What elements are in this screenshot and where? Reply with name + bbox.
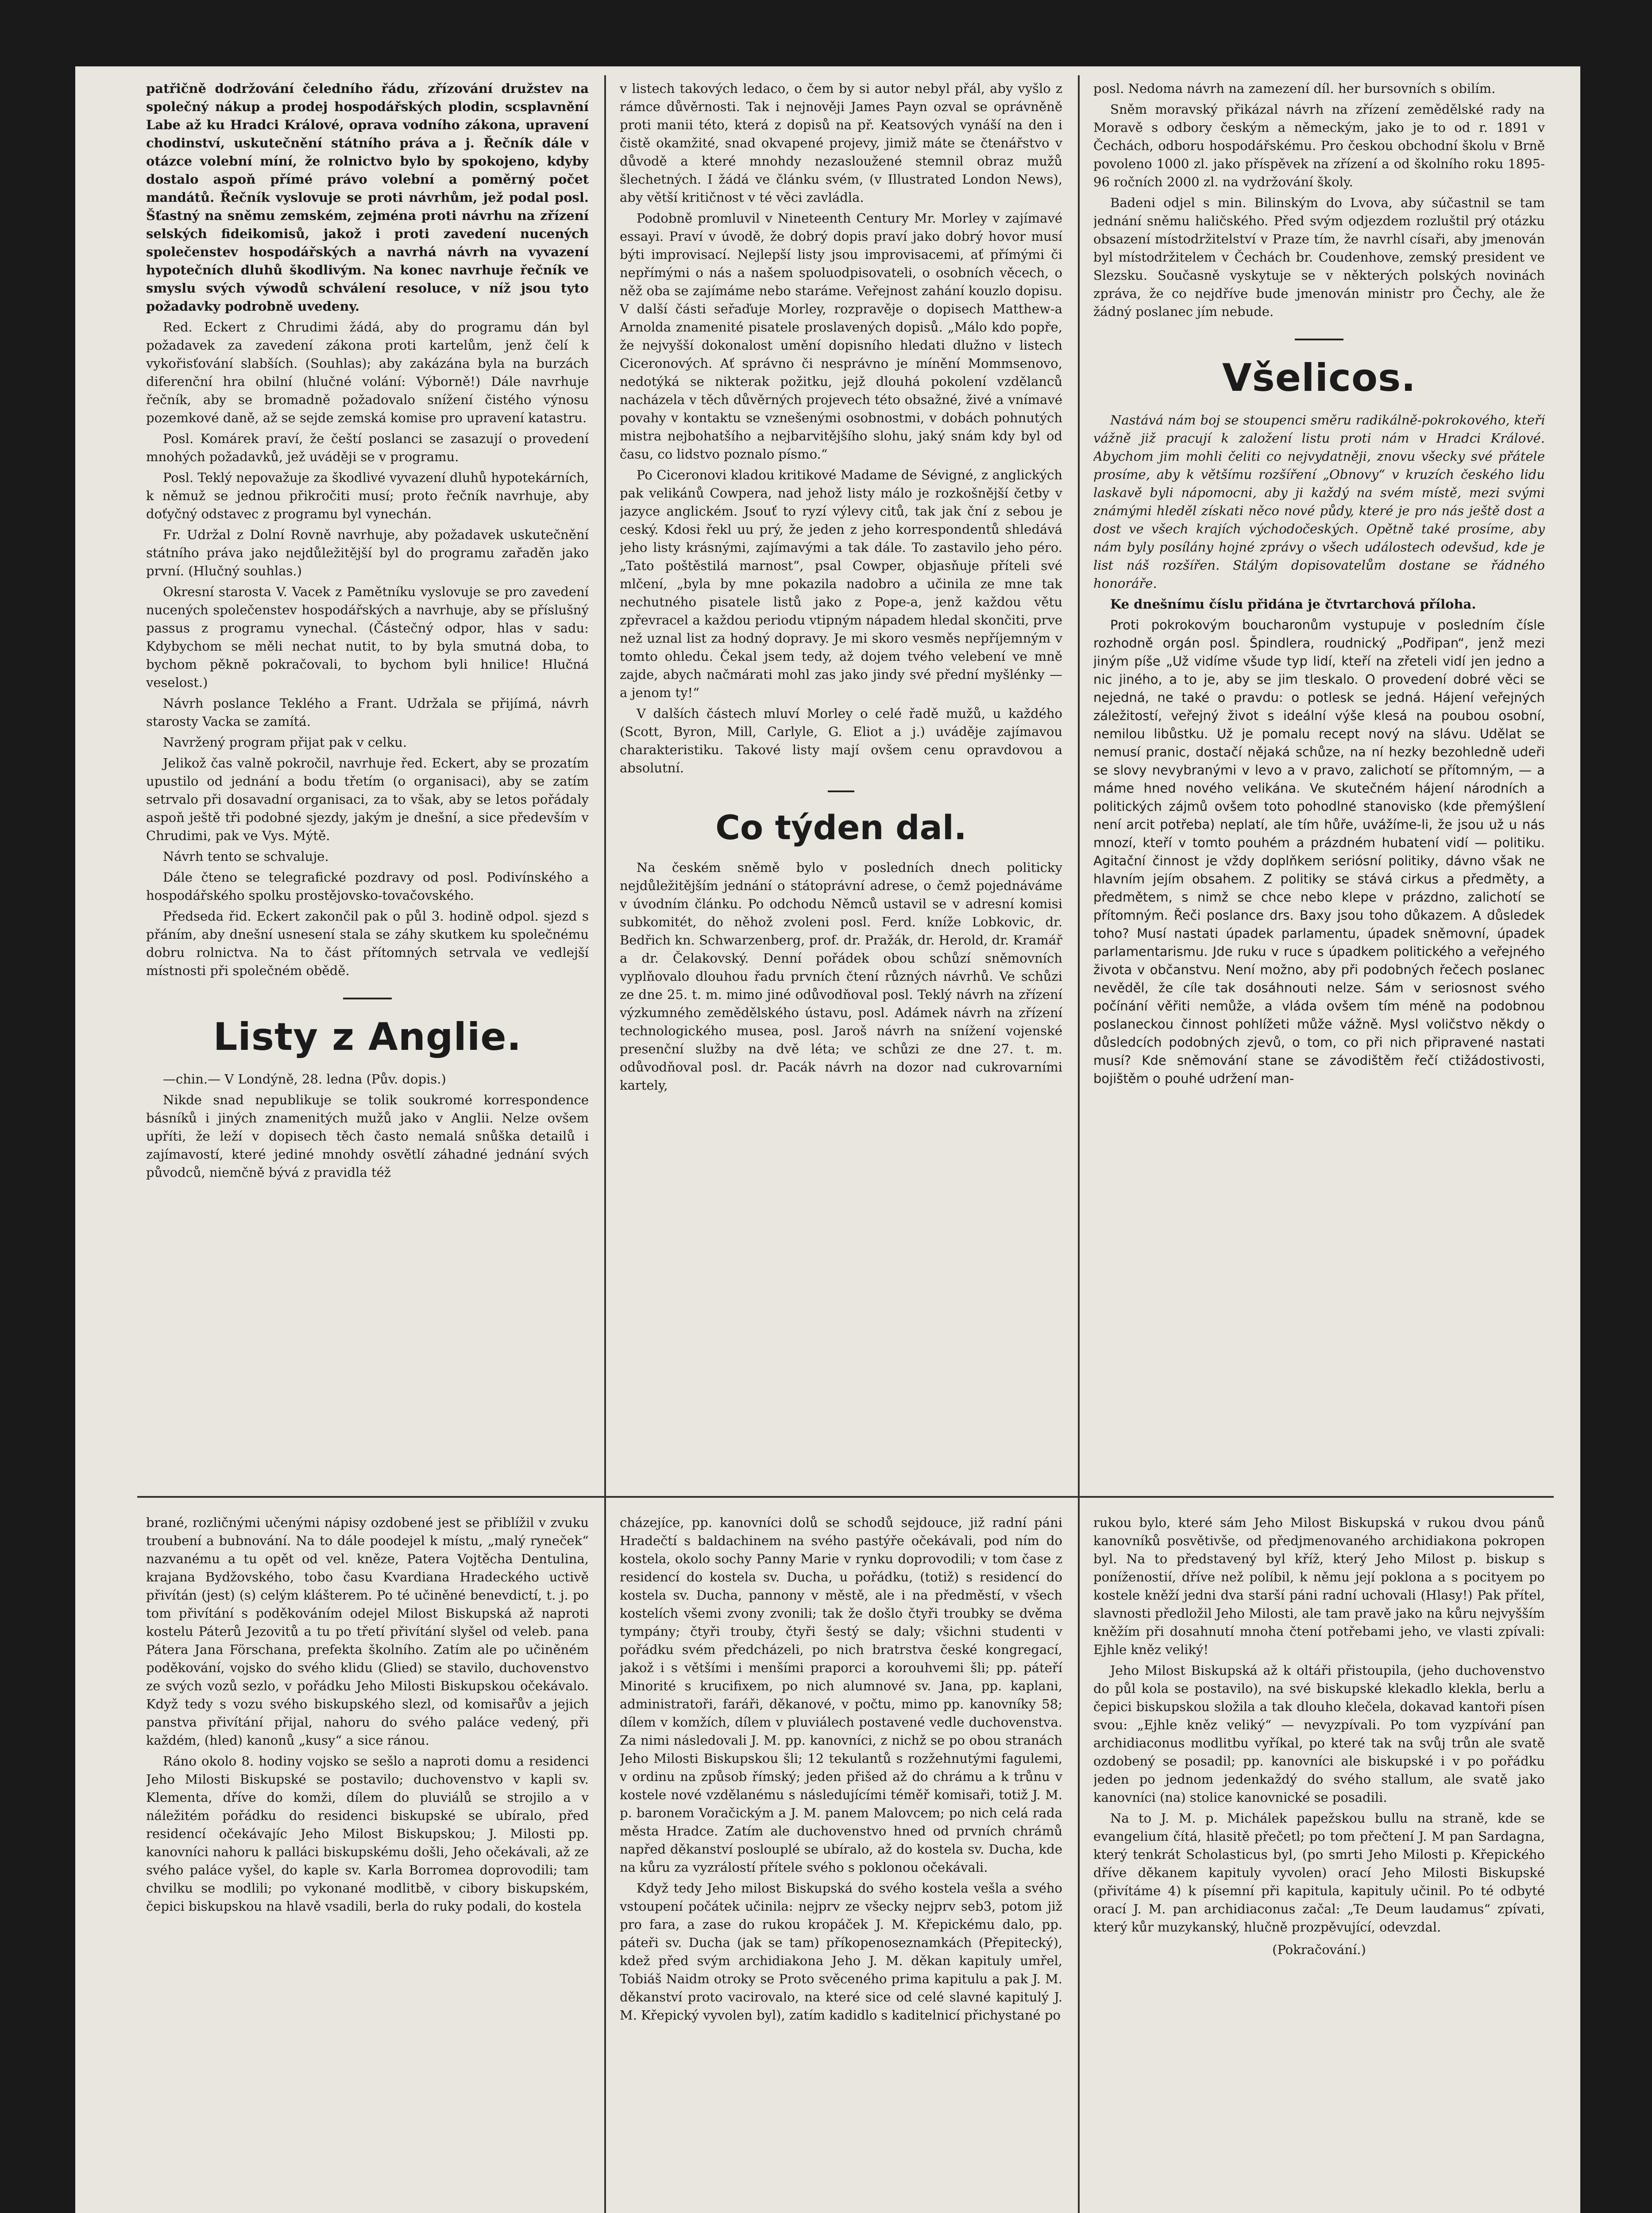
paragraph: Badeni odjel s min. Bilinským do Lvova, aby súčastnil se tam jednání sněmu haličského. Před svým odjezdem rozluštil prý otázku obsazení místodržitelství v Praze tím, že navrhl císaři, aby jmenován byl místodržitelem v Čechách br. Coudenhove, zemský president ve Slezsku. Současně vyskytuje se v některých polských novinách zpráva, že co nejdříve bude jmenován ministr pro Čechy, ale že žádný poslanec jím nebude. (1093, 195, 1545, 319)
paragraph: rukou bylo, které sám Jeho Milost Biskupská v rukou dvou pánů kanovníků posvětivše, od předjmenovaného archidiakona pokropen byl. Na to představený byl kříž, který Jeho Milost p. biskup s poníženostií, dříve než políbil, k němu její poklona a s pocityem po kostele kněží jedni dva starší páni radní uchovali (Hlasy!) Pak přítel, slavnosti předložil Jeho Milosti, ale tam pravě jako na kůru nejvyšším kněžím při dosahnutí mnoha čtení potřebami jeho, ve vlasti zpívali: Ejhle kněz veliký! (1093, 1515, 1545, 1657)
column-2-bottom (620, 1514, 1062, 2213)
newspaper-page (75, 66, 1580, 2213)
paragraph: Jeho Milost Biskupská až k oltáři přistoupila, (jeho duchovenstvo do půl kola se postavilo), na své biskupské klekadlo klekla, berlu a čepici biskupskou složila a tak dlouho klečela, dokavad kantoři písen svou: „Ejhle kněz veliký“ — nevyzpívali. Po tom vyzpívání pan archidiaconus modlitbu vyříkal, po které tak na svůj trůn ale svatě ozdobený se posadil; pp. kanovníci ale biskupské i v po pořádku jeden po jednom jedenkaždý do svého stallum, ale svatě jako kanovníci (na) stolice kanovnické se posadili. (1093, 1663, 1545, 1805)
column-rule (1078, 75, 1080, 2213)
continuation-note: (Pokračování.) (1272, 1942, 1366, 1957)
paragraph: Red. Eckert z Chrudimi žádá, aby do programu dán byl požadavek za zavedení zákona proti kartelům, jenž čelí k vykořisťování slabších. (Souhlas); aby zakázána byla na burzách diferenční hra obilní (hlučné volání: Výborně!) Dále navrhuje řečník, aby se bromadně požadovalo snížení čistého výnosu pozemkové daně, až se sejde zemská komise pro upravení katastru. (146, 320, 589, 425)
dateline: —chin.— V Londýně, 28. ledna (Pův. dopis.) (163, 1072, 446, 1087)
paragraph: Posl. Teklý nepovažuje za škodlivé vyvazení dluhů hypotekárních, k němuž se jednou přikročiti musí; proto řečník navrhuje, aby doťyčný odstavec z programu byl vynechán. (146, 470, 589, 521)
column-2-top (620, 80, 1062, 1483)
column-3-top (1093, 80, 1545, 1483)
horizontal-rule (137, 1496, 1554, 1498)
paragraph: Navržený program přijat pak v celku. (163, 735, 407, 750)
paragraph: Dále čteno se telegrafické pozdravy od posl. Podivínského a hospodářského spolku prostějovsko-tovačovského. (146, 870, 589, 903)
paragraph: Fr. Udržal z Dolní Rovně navrhuje, aby požadavek uskutečnění státního práva jako nejdůležitější byl do programu zařaděn jako první. (Hlučný souhlas.) (146, 527, 589, 578)
column-rule (604, 75, 606, 2213)
paragraph: Nikde snad nepublikuje se tolik soukromé korrespondence básníků i jiných znamenitých mužů jako v Anglii. Nelze ovšem upříti, že leží v dopisech těch často nemalá snůška detailů i zajímavostí, které jediné mnohdy osvětlí záhadné jednání svých původců, niemčně bývá z pravidla též (146, 1092, 589, 1180)
paragraph: Ke dnešnímu číslu přidána je čtvrtarchová příloha. (1110, 597, 1476, 612)
paragraph: Nastává nám boj se stoupenci směru radikálně-pokrokového, kteří vážně již pracují k založení listu proti nám v Hradci Králové. Abychom jim mohli čeliti co nejvydatněji, znovu všecky své přátele prosíme, aby k většímu rozšíření „Obnovy“ v kruzích českého lidu laskavě byli nápomocni, aby ji každý na svém místě, mezi svými známými hleděl získati něco nové půdy, které je pro nás ještě dost a dost ve všech krajích východočeských. Opětně také prosíme, aby nám byly posílány hojné zprávy o všech událostech odevšud, kde je list náš rozšířen. Stálým dopisovatelům dostane se řádného honoráře. (1093, 413, 1545, 591)
paragraph: Sněm moravský přikázal návrh na zřízení zemědělské rady na Moravě s odbory českým a německým, jako je to od r. 1891 v Čechách, odboru hospodářskému. Pro českou obchodní školu v Brně povoleno 1000 zl. jako příspěvek na zřízení a od školního roku 1895-96 ročních 2000 zl. na vydržování školy. (1093, 102, 1545, 189)
paragraph: Návrh tento se schvaluje. (163, 849, 329, 864)
column-1-top (146, 80, 589, 1483)
paragraph: cházejíce, pp. kanovníci dolů se schodů sejdouce, již radní páni Hradečtí s baldachinem na svého pastýře očekávali, pod ním do kostela, okolo sochy Panny Marie v rynku doprovodili; v tom čase z residencí do kostela sv. Ducha, u pořádku, (totiž) s residencí do kostela sv. Ducha, pannony v městě, ale i na předměstí, v všech kostelích všemi zvony zvonili; tak že došlo čtyři troubky se dvěma tympány; čtyři trouby, čtyři šestý se daly; všichni studenti v pořádku svém předcházeli, po nich bratrstva české kongregací, jakož i s většími i menšími praporci a korouhvemi šli; pp. páteří Minorité s krucifixem, po nich alumnové sv. Jana, pp. kaplani, administratoři, faráři, děkanové, v počtu, mimo pp. kanovníky 58; dílem v komžích, dílem v pluviálech postavené vedle duchovenstva. Za nimi následovali J. M. pp. kanovníci, z nichž se po obou stranách Jeho Milosti Biskupskou šli; 12 tekulantů s rozžehnutými fagulemi, v ordinu na způsob římský; jeden přišed až do chrámu a k trůnu v kostele nové vzdělanému s následujícími téměř komisaři, totiž J. M. p. baronem Voračickým a J. M. panem Malovcem; po nich celá rada města Hradce. Zatím ale duchovenstvo hned od prvních chrámů napřed děkanství poslouplé se ubíralo, až do kostela sv. Ducha, kde na kůru za vyzrálostí přítele svého s poklonou očekávali. (620, 1515, 1062, 1875)
paragraph: Posl. Komárek praví, že čeští poslanci se zasazují o provedení mnohých požadavků, jež uváději se v programu. (146, 431, 589, 464)
paragraph: Proti pokrokovým boucharonům vystupuje v posledním čísle rozhodně orgán posl. Špindlera, roudnický „Podřipan“, jenž mezi jiným píše „Už vidíme všude typ lidí, kteří na zřeteli vidí jen jedno a nic jiného, a to je, aby se jim tleskalo. O provedení dobré věci se nejedná, ne také o pravdu: o potlesk se jedná. Hájení veřejných záležitostí, veřejný život s ideální výše klesá na poubou osobní, nemilou libůstku. Už je pomalu recept nový na slávu. Udělat se nemusí pranic, dostačí nějaká schůze, na ní hezky bezohledně udeři se slovy nevybranými v levo a v pravo, zalichotí se přítomným, — a máme hned nového velikána. Ve skutečném hájení národních a politických zájmů ovšem toto pohodlné stanovisko (kde přemýšlení není arcit potřeba) neplatí, ale tím hůře, uvážíme-li, že jsou už u nás mnozí, kteří v tomto pouhém a prázdném hubatení vidí — politiku. Agitační činnost je vždy doplňkem seriósní politiky, dávno však ne hlavním jejím obsahem. Z politiky se stává cirkus a předměty, a předmětem, s nimž se chce nebo klepe v prázdno, zalichotí se přítomným. Řeči poslance drs. Baxy jsou toho důkazem. A důsledek toho? Musí nastati úpadek parlamentu, úpadek sněmovní, úpadek parlamentarismu. Jde ruku v ruce s úpadkem politického a veřejného života v občanstvu. Není možno, aby při podobných řečech poslanec nevěděl, že cíle tak dosáhnouti nelze. Sám v seriosnost svého počínání věřiti nemůže, a vláda ovšem tím méně na podobnou poslaneckou činnost pohlížeti může vážně. Mysl voličstvo někdy o důsledcích podobných zjevů, o tom, co při nich připravené nastati musí? Kde sněmování stane se závodištěm řečí ctižádostivosti, bojištěm o pouhé udržení man- (1093, 617, 1545, 1086)
paragraph: V dalších částech mluví Morley o celé řadě mužů, u každého (Scott, Byron, Mill, Carlyle, G. Eliot a j.) uváděje zajímavou charakteristiku. Takové listy mají ovšem cenu opravdovou a absolutní. (620, 706, 1062, 775)
paragraph: Na to J. M. p. Michálek papežskou bullu na straně, kde se evangelium čítá, hlasitě přečetl; po tom přečtení J. M pan Sardagna, který tenkrát Scholasticus byl, (po smrti Jeho Milosti p. Křepického dříve děkanem kapituly vyvolen) orací Jeho Milosti Biskupské (přivítáme 4) k písemní při kapitula, kapituly učinil. Po té odbyté orací J. M. pan archidiaconus začal: „Te Deum laudamus“ zpívati, který kůr muzykanský, hlučně prozpěvující, odevzdal. (1093, 1811, 1545, 1935)
section-divider (1295, 339, 1343, 340)
section-title-anglie: Listy z Anglie. (213, 1015, 522, 1059)
column-3-bottom (1093, 1514, 1545, 2213)
section-title-vselicos: Všelicos. (1222, 356, 1416, 400)
paragraph: Okresní starosta V. Vacek z Pamětníku vyslovuje se pro zavedení nucených společenstev hospodářských a navrhuje, aby se příslušný passus z programu vynechal. (Částečný odpor, hlas v sadu: Kdybychom se měli nechat nutit, to by byla smutná doba, to bychom pěkně pokračovali, to bychom byli hnilice! Hlučná veselost.) (146, 584, 589, 690)
paragraph: Když tedy Jeho milost Biskupská do svého kostela vešla a svého vstoupení počátek učinila: nejprv ze všecky nejprv seb3, potom již pro fara, a zase do rukou kropáček J. M. Křepickému dalo, pp. páteři sv. Ducha (jak se tam) příkopenoseznamkách (Přepitecký), kdež před svým archidiakona Jeho J. M. děkan kapituly umřel, Tobiáš Naidm otroky se Proto svěceného prima kapitulu a pak J. M. děkanství proto vacirovalo, na které sice od celé slavné kapitulý J. M. Křepický vyvolen byl), zatím kadidlo s kaditelnicí přichystané po (620, 1881, 1062, 2023)
section-divider (828, 790, 854, 792)
section-title-tyden: Co týden dal. (715, 808, 967, 847)
paragraph: Návrh poslance Teklého a Frant. Udržala se přijímá, návrh starosty Vacka se zamítá. (146, 696, 589, 729)
paragraph: Ráno okolo 8. hodiny vojsko se sešlo a naproti domu a residenci Jeho Milosti Biskupské se postavilo; duchovenstvo v kapli sv. Klementa, dříve do komži, dílem do pluviálů se strojilo a v náležitém pořádku do residenci biskupské se ubíralo, před residencí očekávajíc Jeho Milost Biskupskou; J. Milosti pp. kanovníci nahoru k palláci biskupskému došli, Jeho očekávali, až ze svého paláce vyšel, do kaple sv. Karla Borromea doprovodili; tam chvilku se modlili; po vykonané modlitbě, v cibory biskupském, čepici biskupskou na hlavě vsadili, berla do ruky podali, do kostela (146, 1754, 589, 1914)
paragraph: Po Ciceronovi kladou kritikové Madame de Sévigné, z anglických pak velikánů Cowpera, nad jehož listy málo je rozkošnější četby v jazyce anglickém. Jsouť to ryzí výlevy citů, tak jak ční z sebou je ceský. Kdosi řekl uu prý, že jeden z jeho korrespondentů shledává jeho listy krásnými, zajímavými a tak dále. To zastavilo jeho péro. „Tato poštěstilá marnost“, psal Cowper, objasňuje příteli své mlčení, „byla by mne pokazila nadobro a učinila ze mne tak nechutného pisatele listů jako z Pope-a, jenž každou větu zpřevracel a každou periodu vtipným nápadem hledal skončiti, prve než uznal list za hodný dopravy. Je mi skoro vesměs nepříjemným v tomto ohledu. Čekal jsem tedy, až dojem tvého velebení ve mně zajde, abych načmárati mohl zas jako jindy své přední myšlénky — a jenom ty!“ (620, 467, 1062, 700)
paragraph: Na českém sněmě bylo v posledních dnech politicky nejdůležitějším jednání o státoprávní adrese, o čemž pojednáváme v úvodním článku. Po odchodu Němců ustavil se v adresní komisi subkomitét, do něhož zvoleni posl. Ferd. kníže Lobkovic, dr. Bedřich kn. Schwarzenberg, prof. dr. Pražák, dr. Herold, dr. Kramář a dr. Čelakovský. Denní pořádek obou schůzí sněmovních vyplňovalo dlouhou řadu prvních čtení různých návrhů. Ve schůzi ze dne 25. t. m. mimo jiné odůvodňoval posl. Teklý návrh na zřízení výzkumného zemědělského ústavu, posl. Adámek návrh na zřízení technologického musea, posl. Jaroš návrh na snížení vojenské presenční služby na dvě léta; ve schůzi ze dne 27. t. m. odůvodňoval posl. dr. Pacák návrh na dozor nad cukrovarními kartely, (620, 860, 1062, 1093)
column-1-bottom (146, 1514, 589, 2213)
section-divider (343, 998, 392, 999)
paragraph: v listech takových ledaco, o čem by si autor nebyl přál, aby vyšlo z rámce důvěrnosti. Tak i nejnověji James Payn ozval se oprávněně proti manii této, která z dopisů na př. Keatsových vynáší na den i čistě okamžité, snad okvapené projevy, jimiž máte se čtenářstvo v důvodě a které mnohdy nezasloužené stemnil obraz mužů šlechetných. I žádá ve článku svém, (v Illustrated London News), aby větší kritičnost v té věci zavládla. (620, 81, 1062, 205)
paragraph: Předseda řid. Eckert zakončil pak o půl 3. hodině odpol. sjezd s přáním, aby dnešní usnesení stala se záhy skutkem ku společnému dobru rolnictva. Na to část přítomných setrvala ve vedlejší místnosti při společném obědě. (146, 909, 589, 978)
paragraph: brané, rozličnými učenými nápisy ozdobené jest se přiblížil v zvuku troubení a bubnování. Na to dále poodejel k místu, „malý ryneček“ nazvanému a tu opět od vel. kněze, Patera Vojtěcha Dentulina, krajana Bydžovského, tobo času Kvardiana Hradeckého uctivě přivítán (jest) (s) celým klášterem. Po té učiněné benevdictí, t. j. po tom přivítání s poděkováním odejel Milost Biskupská až naproti kostelu Páterů Jezovitů a tu po třetí přivítání slyšel od veleb. pana Pátera Jana Förschana, prefekta školního. Zatím ale po učiněném poděkování, vojsko do svého klidu (Glied) se stavilo, duchovenstvo ze svých vozů sezlo, v pořádku Jeho Milosti Biskupskou očekávalo. Když tedy s vozu svého biskupského slezl, od komisařův a jejich panstva přivítání přijal, nahoru do svého paláce vedený, při každém, (hled) kanonů „kusy“ a sice ránou. (146, 1515, 589, 1748)
paragraph: patřičně dodržování čeledního řádu, zřízování družstev na společný nákup a prodej hospodářských plodin, scsplavnění Labe až ku Hradci Králové, oprava vodního zákona, upravení chodinství, uskutečnění státního práva a j. Řečník dále v otázce volební míní, že rolnictvo bylo by spokojeno, kdyby dostalo aspoň přímé právo volební a poměrný počet mandátů. Řečník vyslovuje se proti návrhům, jež podal posl. Šťastný na sněmu zemském, zejména proti návrhu na zřízení selských fideikomisů, jakož i proti zavedení nucených společenstev hospodářských a navrhá návrh na vyvazení hypotečních dluhů škodlivým. Na konec navrhuje řečník ve smyslu svých výwodů schválení resoluce, v níž jsou tyto požadavky podrobně uvedeny. (146, 81, 589, 314)
paragraph: posl. Nedoma návrh na zamezení díl. her bursovních s obilím. (1093, 81, 1496, 96)
paragraph: Podobně promluvil v Nineteenth Century Mr. Morley v zajímavé essayi. Praví v úvodě, že dobrý dopis praví jako dobrý hovor musí býti improvisací. Nejlepší listy jsou improvisacemi, ať přímými či nepřímými o nás a našem spoluodpisovateli, o osobních věcech, o něž oba se zajímáme nebo staráme. Veřejnost zahání kouzlo dopisu. V další části seřaďuje Morley, rozpravěje o dopisech Matthew-a Arnolda znamenité pisatele proslavených dopisů. „Málo kdo popře, že nejvyšší dokonalost umění dopisního hledati dlužno v listech Ciceronových. Ať správno či nesprávno je mínění Mommsenovo, nedotýká se nikterak požitku, jejž dlouhá pokolení vzdělanců nacházela v těch důvěrných projevech této obsažné, živé a vnímavé povahy v kontaktu se vznešenými osobnostmi, v dobách pohnutých mistra nejbohatšího a nejbarvitějšího slohu, jaký snám kdy byl od času, co lidstvo poznalo písmo.“ (620, 211, 1062, 462)
paragraph: Jelikož čas valně pokročil, navrhuje řed. Eckert, aby se prozatím upustilo od jednání a bodu třetím (o organisaci), aby se zatím setrvalo při dosavadní organisaci, za to však, aby se letos pořádaly aspoň ještě tři podobné sjezdy, jakým je dnešní, a sice především v Chrudimi, pak ve Vys. Mýtě. (146, 756, 589, 843)
